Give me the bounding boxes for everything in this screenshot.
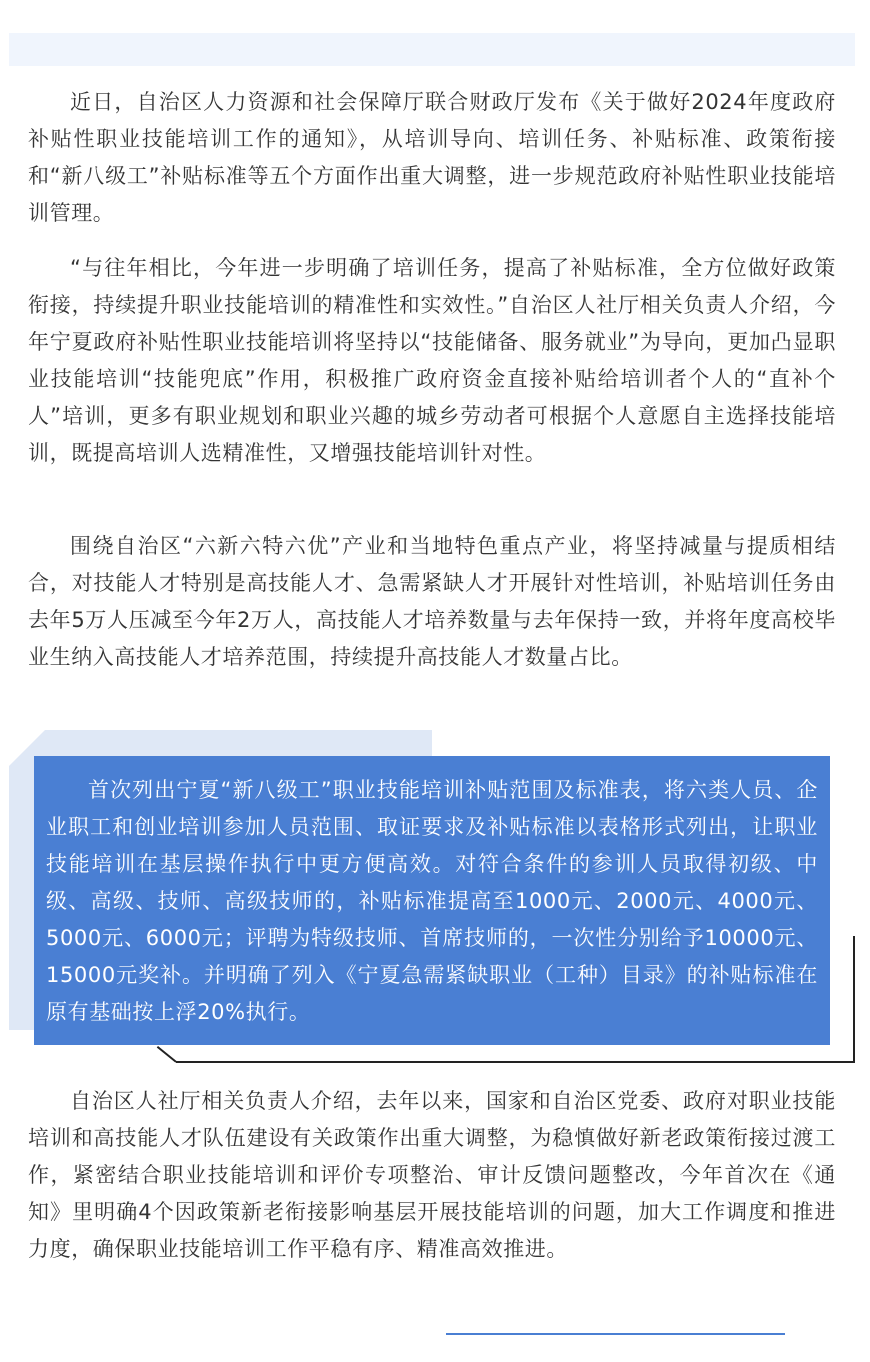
article-paragraph-3: 围绕自治区“六新六特六优”产业和当地特色重点产业，将坚持减量与提质相结合，对技能人才特别是高技能人才、急需紧缺人才开展针对性培训，补贴培训任务由去年5万人压减至今年2万人，高技能人才培养数量与去年保持一致，并将年度高校毕业生纳入高技能人才培养范围，持续提升高技能人才数量占比。 — [28, 534, 836, 669]
article-paragraph-2: “与往年相比，今年进一步明确了培训任务，提高了补贴标准，全方位做好政策衔接，持续提升职业技能培训的精准性和实效性。”自治区人社厅相关负责人介绍，今年宁夏政府补贴性职业技能培训将坚持以“技能储备、服务就业”为导向，更加凸显职业技能培训“技能兜底”作用，积极推广政府资金直接补贴给培训者个人的“直补个人”培训，更多有职业规划和职业兴趣的城乡劳动者可根据个人意愿自主选择技能培训，既提高培训人选精准性，又增强技能培训针对性。 — [28, 256, 836, 465]
callout-frame-line-diagonal — [157, 1046, 177, 1062]
callout-text: 首次列出宁夏“新八级工”职业技能培训补贴范围及标准表，将六类人员、企业职工和创业培训参加人员范围、取证要求及补贴标准以表格形式列出，让职业技能培训在基层操作执行中更方便高效。对符合条件的参训人员取得初级、中级、高级、技师、高级技师的，补贴标准提高至1000元、2000元、4000元、5000元、6000元；评聘为特级技师、首席技师的，一次性分别给予10000元、15000元奖补。并明确了列入《宁夏急需紧缺职业（工种）目录》的补贴标准在原有基础按上浮20%执行。 — [46, 778, 818, 1024]
article-paragraph-1: 近日，自治区人力资源和社会保障厅联合财政厅发布《关于做好2024年度政府补贴性职业技能培训工作的通知》，从培训导向、培训任务、补贴标准、政策衔接和“新八级工”补贴标准等五个方面作出重大调整，进一步规范政府补贴性职业技能培训管理。 — [28, 90, 836, 225]
callout-frame-line-vertical — [853, 936, 855, 1062]
bottom-divider — [446, 1333, 785, 1335]
callout-box — [34, 756, 830, 1045]
article-paragraph-4: 自治区人社厅相关负责人介绍，去年以来，国家和自治区党委、政府对职业技能培训和高技能人才队伍建设有关政策作出重大调整，为稳慎做好新老政策衔接过渡工作，紧密结合职业技能培训和评价专项整治、审计反馈问题整改，今年首次在《通知》里明确4个因政策新老衔接影响基层开展技能培训的问题，加大工作调度和推进力度，确保职业技能培训工作平稳有序、精准高效推进。 — [28, 1089, 836, 1261]
callout-frame-line-horizontal — [176, 1061, 855, 1063]
header-band — [9, 33, 855, 66]
